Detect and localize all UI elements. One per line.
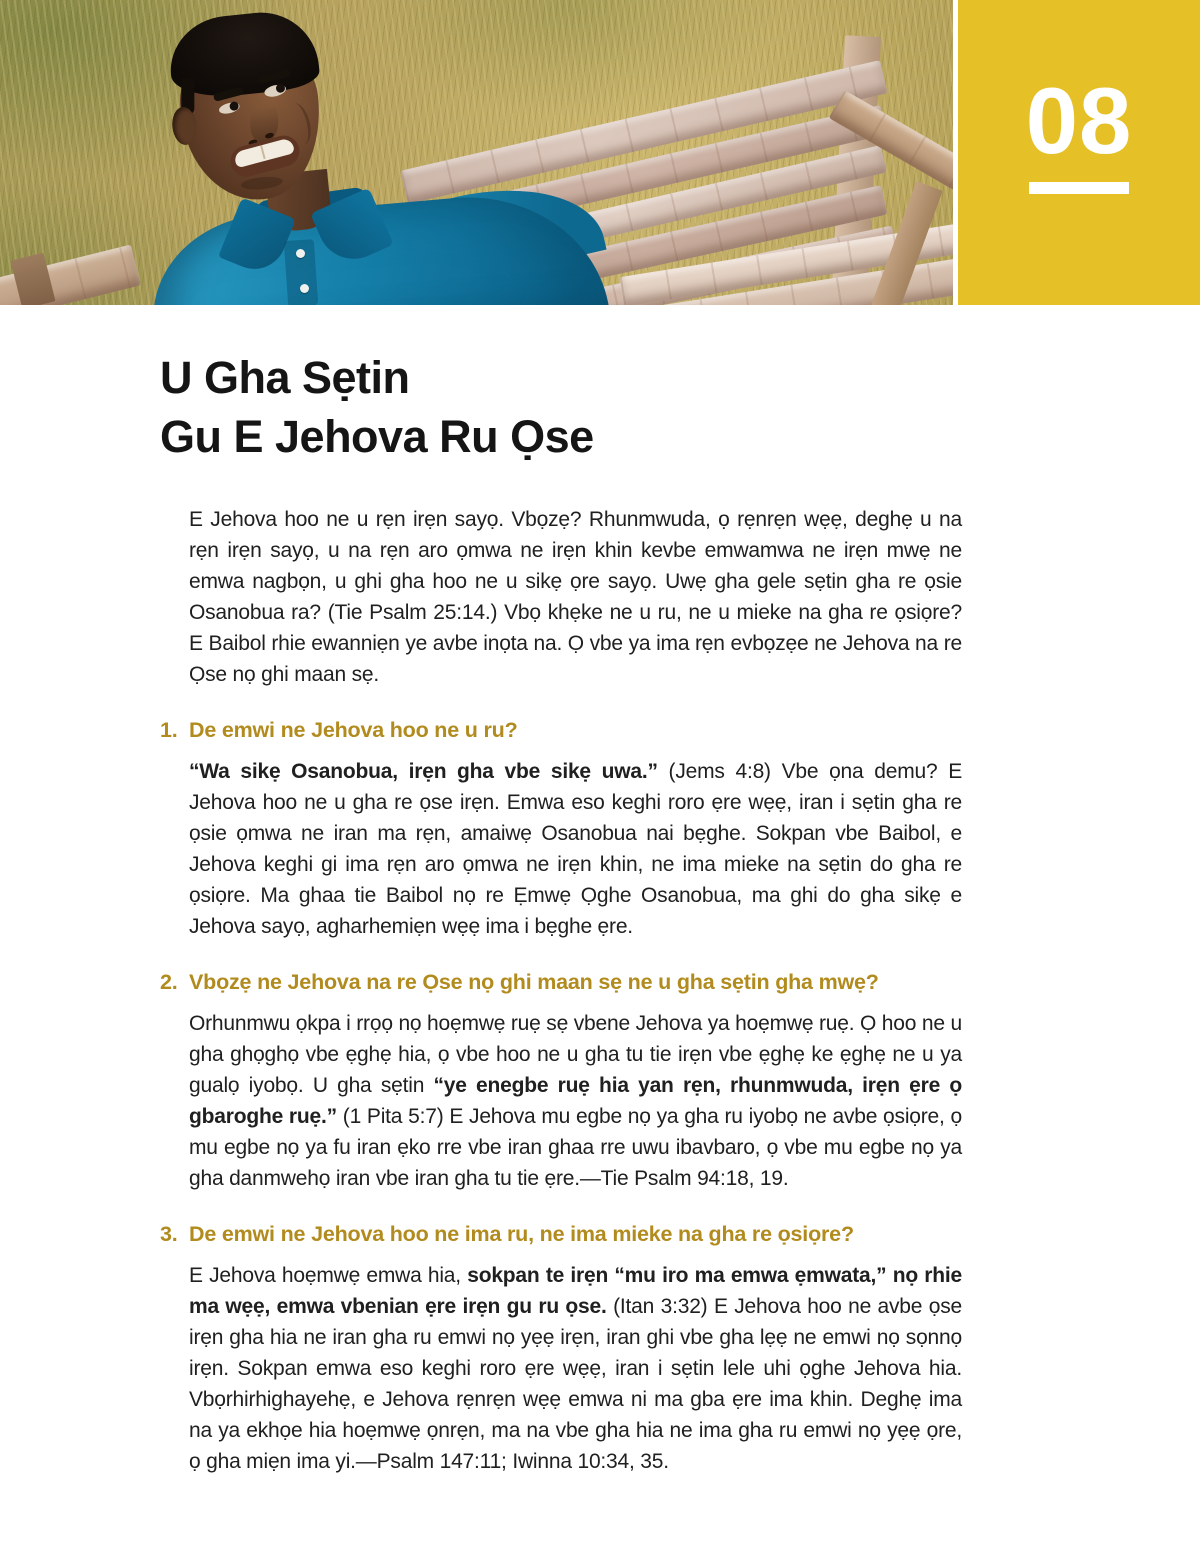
question-number: 3.	[160, 1222, 178, 1246]
question-paragraph	[189, 756, 962, 942]
question-heading-text: De emwi ne Jehova hoo ne ima ru, ne ima mieke na gha re ọsiọre?	[189, 1222, 854, 1246]
man-head	[165, 7, 334, 212]
paragraph-text: (Itan 3:32) E Jehova hoo ne avbe ọse irẹn gha hia ne iran gha ru emwi nọ yẹẹ irẹn, iran ghi vbe gha lẹẹ ne emwi nọ sọnnọ irẹn. Sokpan emwa eso keghi roro ẹre wẹẹ, iran i sẹtin lele uhi ọghe Jehova hia. Vbọrhirhighayehẹ, e Jehova rẹnrẹn wẹẹ emwa ni ma gba ẹre ima khin. Deghẹ ima na ya ekhọe hia hoẹmwẹ ọnrẹn, ma na vbe gha hia ne ima gha ru emwi nọ yẹẹ ọre, ọ gha miẹn ima yi.—Psalm 147:11; Iwinna 10:34, 35.	[189, 1295, 962, 1473]
hero-photo	[0, 0, 953, 305]
chapter-number-badge	[958, 0, 1200, 305]
title-line-1: U Gha Sẹtin	[160, 352, 410, 403]
title-line-2: Gu E Jehova Ru Ọse	[160, 411, 594, 462]
scripture-quote: sokpan te irẹn “mu iro ma emwa ẹmwata,” nọ rhie ma wẹẹ, emwa vbenian ẹre irẹn gu ru ọse.	[189, 1264, 962, 1318]
chapter-number: 08	[1025, 68, 1133, 173]
article-content	[160, 348, 962, 1477]
scripture-quote: “Wa sikẹ Osanobua, irẹn gha vbe sikẹ uwa.”	[189, 760, 658, 783]
paragraph-text: E Jehova hoẹmwẹ emwa hia,	[189, 1264, 468, 1287]
question-paragraph	[189, 1008, 962, 1194]
shirt-button	[296, 249, 305, 258]
question-block-3	[160, 1219, 962, 1477]
question-block-1	[160, 715, 962, 942]
question-heading	[160, 967, 962, 997]
paragraph-text: (Jems 4:8) Vbe ọna demu? E Jehova hoo ne u gha re ọse irẹn. Emwa eso keghi roro ẹre wẹẹ, iran i sẹtin gha re ọsie ọmwa ne iran ma rẹn, amaiwẹ Osanobua nai bẹghe. Sokpan vbe Baibol, e Jehova keghi gi ima rẹn aro ọmwa ne irẹn khin, ne ima mieke na sẹtin do gha re ọsiọre. Ma ghaa tie Baibol nọ re Ẹmwẹ Ọghe Osanobua, ma ghi do gha sikẹ e Jehova sayọ, agharhemiẹn wẹẹ ima i bẹghe ẹre.	[189, 760, 962, 938]
question-heading-text: Vbọzẹ ne Jehova na re Ọse nọ ghi maan sẹ ne u gha sẹtin gha mwẹ?	[189, 970, 879, 994]
question-paragraph	[189, 1260, 962, 1477]
paragraph-text: Orhunmwu ọkpa i rrọọ nọ hoẹmwẹ ruẹ sẹ vbene Jehova ya hoẹmwẹ ruẹ. Ọ hoo ne u gha ghọghọ vbe ẹghẹ hia, ọ vbe hoo ne u gha tu tie irẹn vbe ẹghẹ ke ẹghẹ ne u ya gualọ iyobọ. U gha sẹtin	[189, 1012, 962, 1097]
badge-underline	[1029, 182, 1129, 194]
page-title	[160, 348, 962, 466]
man-figure	[0, 0, 953, 305]
shirt-button	[300, 284, 309, 293]
question-heading-text: De emwi ne Jehova hoo ne u ru?	[189, 718, 518, 742]
question-heading	[160, 1219, 962, 1249]
question-number: 1.	[160, 718, 178, 742]
question-number: 2.	[160, 970, 178, 994]
question-heading	[160, 715, 962, 745]
paragraph-text: (1 Pita 5:7) E Jehova mu egbe nọ ya gha ru iyobọ ne avbe ọsiọre, ọ mu egbe nọ ya fu iran ẹko rre vbe iran ghaa rre uwu ibavbaro, ọ vbe mu egbe nọ ya gha danmwehọ iran vbe iran gha tu tie ẹre.—Tie Psalm 94:18, 19.	[189, 1105, 963, 1190]
scripture-quote: “ye enegbe ruẹ hia yan rẹn, rhunmwuda, irẹn ẹre ọ gbaroghe ruẹ.”	[189, 1074, 963, 1128]
intro-paragraph: E Jehova hoo ne u rẹn irẹn sayọ. Vbọzẹ? Rhunmwuda, ọ rẹnrẹn wẹẹ, deghẹ u na rẹn irẹn sayọ, u na rẹn aro ọmwa ne irẹn khin kevbe emwamwa ne irẹn mwẹ ne emwa nagbọn, u ghi gha hoo ne u sikẹ ọre sayọ. Uwẹ gha gele sẹtin gha re ọsie Osanobua ra? (Tie Psalm 25:14.) Vbọ khẹke ne u ru, ne u mieke na gha re ọsiọre? E Baibol rhie ewanniẹn ye avbe inọta na. Ọ vbe ya ima rẹn evbọzẹe ne Jehova na re Ọse nọ ghi maan sẹ.	[189, 508, 962, 686]
question-block-2	[160, 967, 962, 1194]
